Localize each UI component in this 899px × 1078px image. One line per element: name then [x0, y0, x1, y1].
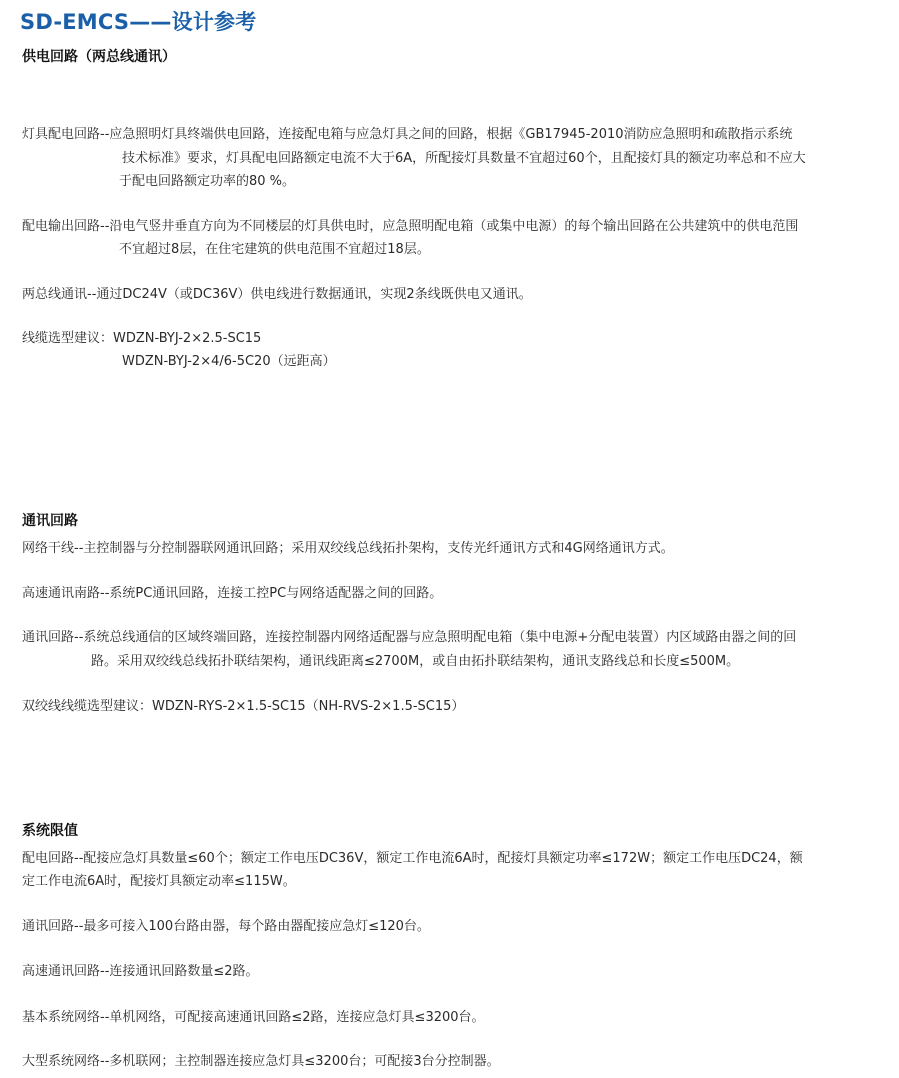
paragraph-line: 通讯回路--系统总线通信的区域终端回路，连接控制器内网络适配器与应急照明配电箱（集中电源+分配电装置）内区域路由器之间的回	[22, 630, 797, 645]
section-heading-system-limits: 系统限值	[22, 823, 78, 839]
paragraph-line: 通讯回路--最多可接入100台路由器，每个路由器配接应急灯≤120台。	[22, 919, 430, 934]
page-title: SD-EMCS——设计参考	[20, 10, 257, 34]
paragraph-line: 技术标准》要求，灯具配电回路额定电流不大于6A，所配接灯具数量不宜超过60个，且配接灯具的额定功率总和不应大	[122, 151, 806, 166]
paragraph-line: 于配电回路额定功率的80 %。	[119, 174, 296, 189]
paragraph-line: WDZN-BYJ-2×4/6-5C20（远距高）	[122, 354, 336, 369]
paragraph-line: 高速通讯回路--连接通讯回路数量≤2路。	[22, 964, 259, 979]
paragraph-line: 配电回路--配接应急灯具数量≤60个；额定工作电压DC36V，额定工作电流6A时，配接灯具额定功率≤172W；额定工作电压DC24，额	[22, 851, 803, 866]
paragraph-line: 高速通讯南路--系统PC通讯回路，连接工控PC与网络适配器之间的回路。	[22, 586, 443, 601]
paragraph-line: 配电输出回路--沿电气竖井垂直方向为不同楼层的灯具供电时，应急照明配电箱（或集中电源）的每个输出回路在公共建筑中的供电范围	[22, 219, 799, 234]
paragraph-line: 大型系统网络--多机联网；主控制器连接应急灯具≤3200台；可配接3台分控制器。	[22, 1054, 500, 1069]
paragraph-line: 灯具配电回路--应急照明灯具终端供电回路，连接配电箱与应急灯具之间的回路，根据《GB17945-2010消防应急照明和疏散指示系统	[22, 127, 793, 142]
paragraph-line: 双绞线线缆选型建议：WDZN-RYS-2×1.5-SC15（NH-RVS-2×1.5-SC15）	[22, 699, 465, 714]
paragraph-line: 不宜超过8层，在住宅建筑的供电范围不宜超过18层。	[119, 242, 430, 257]
section-heading-communication-circuit: 通讯回路	[22, 513, 78, 529]
paragraph-line: 定工作电流6A时，配接灯具额定动率≤115W。	[22, 874, 296, 889]
paragraph-line: 网络干线--主控制器与分控制器联网通讯回路；采用双绞线总线拓扑架构，支传光纤通讯方式和4G网络通讯方式。	[22, 541, 674, 556]
paragraph-line: 两总线通讯--通过DC24V（或DC36V）供电线进行数据通讯，实现2条线既供电又通讯。	[22, 287, 532, 302]
section-heading-power-circuit: 供电回路（两总线通讯）	[22, 49, 176, 65]
paragraph-line: 路。采用双绞线总线拓扑联结架构，通讯线距离≤2700M，或自由拓扑联结架构，通讯支路线总和长度≤500M。	[91, 654, 740, 669]
paragraph-line: 线缆选型建议：WDZN-BYJ-2×2.5-SC15	[22, 331, 262, 346]
paragraph-line: 基本系统网络--单机网络，可配接高速通讯回路≤2路，连接应急灯具≤3200台。	[22, 1010, 485, 1025]
